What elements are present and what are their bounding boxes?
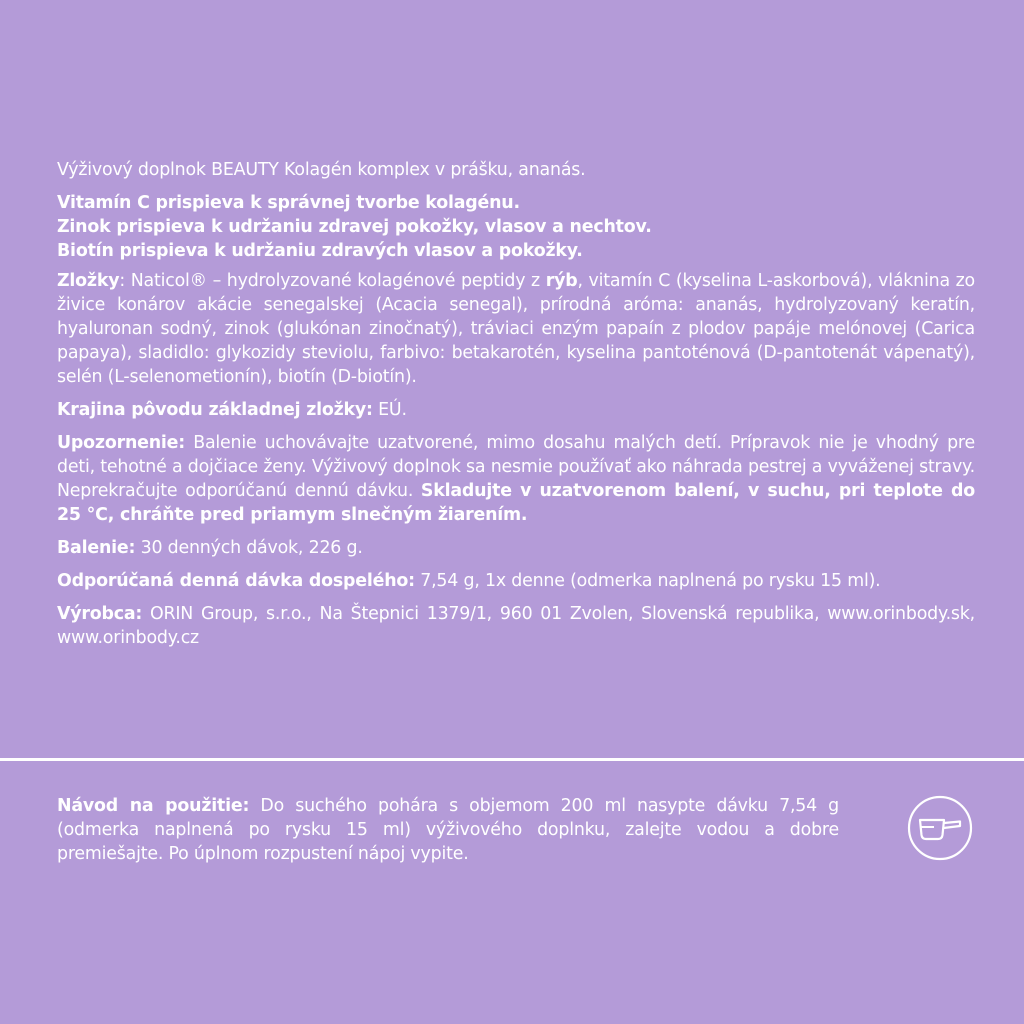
section-divider — [0, 758, 1024, 761]
health-claims — [57, 191, 975, 263]
measuring-scoop-icon — [907, 795, 973, 861]
ingredients-paragraph — [57, 269, 975, 389]
ingredients-text-start: : Naticol® – hydrolyzované kolagénové peptidy z — [119, 271, 546, 291]
origin-label: Krajina pôvodu základnej zložky: — [57, 400, 373, 420]
claim-biotin: Biotín prispieva k udržaniu zdravých vlasov a pokožky. — [57, 241, 583, 261]
origin-paragraph — [57, 398, 975, 422]
usage-label: Návod na použitie: — [57, 796, 250, 816]
origin-value: EÚ. — [372, 400, 407, 420]
dose-value: 7,54 g, 1x denne (odmerka naplnená po rysku 15 ml). — [414, 571, 881, 591]
package-label: Balenie: — [57, 538, 136, 558]
allergen-fish: rýb — [545, 271, 578, 291]
dose-label: Odporúčaná denná dávka dospelého: — [57, 571, 415, 591]
warning-label: Upozornenie: — [57, 433, 186, 453]
package-paragraph — [57, 536, 975, 560]
manufacturer-paragraph — [57, 602, 975, 650]
manufacturer-label: Výrobca: — [57, 604, 143, 624]
manufacturer-value: ORIN Group, s.r.o., Na Štepnici 1379/1, 960 01 Zvolen, Slovenská republika, www.orinbody.sk, www.orinbody.cz — [57, 604, 975, 648]
ingredients-label: Zložky — [57, 271, 120, 291]
storage-instructions: Skladujte v uzatvorenom balení, v suchu, pri teplote do 25 °C, chráňte pred priamym slnečným žiarením. — [57, 481, 975, 525]
product-title: Výživový doplnok BEAUTY Kolagén komplex v prášku, ananás. — [57, 160, 586, 180]
warning-text: Balenie uchovávajte uzatvorené, mimo dosahu malých detí. Prípravok nie je vhodný pre deti, tehotné a dojčiace ženy. Výživový doplnok sa nesmie používať ako náhrada pestrej a vyváženej stravy. Neprekračujte odporúčanú dennú dávku. — [57, 433, 975, 501]
package-value: 30 denných dávok, 226 g. — [135, 538, 363, 558]
warning-paragraph — [57, 431, 975, 527]
usage-text: Do suchého pohára s objemom 200 ml nasypte dávku 7,54 g (odmerka naplnená po rysku 15 ml) výživového doplnku, zalejte vodou a dobre premiešajte. Po úplnom rozpustení nápoj vypite. — [57, 796, 840, 864]
label-text-block — [57, 158, 975, 659]
claim-zinc: Zinok prispieva k udržaniu zdravej pokožky, vlasov a nechtov. — [57, 217, 652, 237]
ingredients-text-rest: , vitamín C (kyselina L-askorbová), vláknina zo živice konárov akácie senegalskej (Acacia senegal), prírodná aróma: ananás, hydrolyzovaný keratín, hyaluronan sodný, zinok (glukónan zinočnatý), tráviaci enzým papaín z plodov papáje melónovej (Carica papaya), sladidlo: glykozidy steviolu, farbivo: betakarotén, kyselina pantoténová (D-pantotenát vápenatý), selén (L-selenometionín), biotín (D-biotín). — [57, 271, 975, 387]
claim-vitamin-c: Vitamín C prispieva k správnej tvorbe kolagénu. — [57, 193, 520, 213]
dose-paragraph — [57, 569, 975, 593]
usage-instructions — [57, 794, 839, 866]
